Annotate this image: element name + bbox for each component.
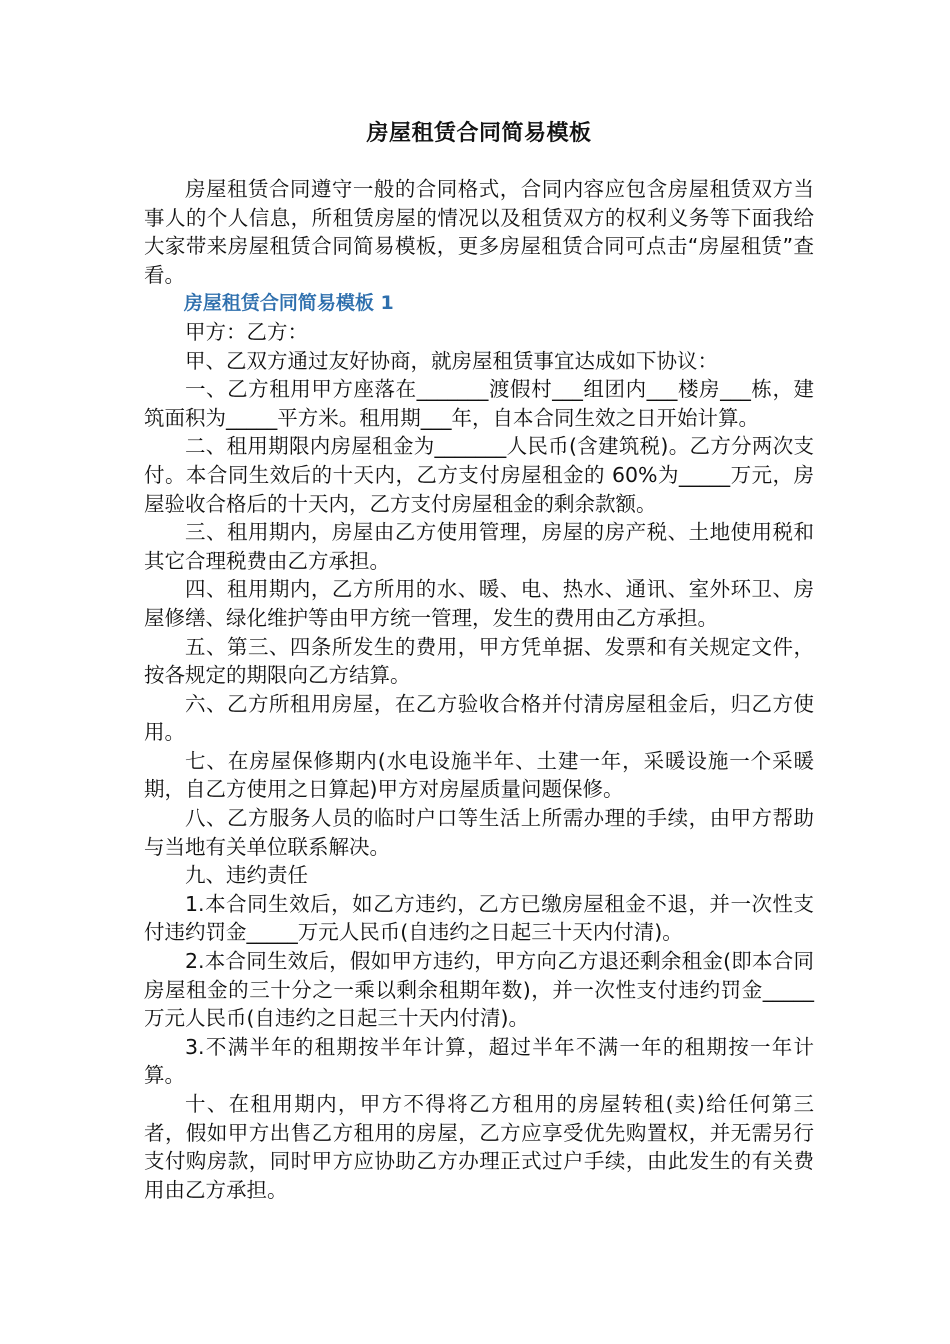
clause-4: 四、租用期内，乙方所用的水、暖、电、热水、通讯、室外环卫、房屋修缮、绿化维护等由甲方统一管理，发生的费用由乙方承担。	[144, 577, 814, 630]
clause-1: 一、乙方租用甲方座落在_______渡假村___组团内___楼房___栋，建筑面积为_____平方米。租用期___年，自本合同生效之日开始计算。	[144, 377, 814, 430]
clause-2: 二、租用期限内房屋租金为_______人民币(含建筑税)。乙方分两次支付。本合同生效后的十天内，乙方支付房屋租金的 60%为_____万元，房屋验收合格后的十天内，乙方支付房屋租金的剩余款额。	[144, 434, 814, 516]
clause-9-heading: 九、违约责任	[185, 863, 308, 888]
party-line: 甲方：乙方：	[185, 319, 308, 344]
intro-paragraph: 房屋租赁合同遵守一般的合同格式，合同内容应包含房屋租赁双方当事人的个人信息，所租赁房屋的情况以及租赁双方的权利义务等下面我给大家带来房屋租赁合同简易模板，更多房屋租赁合同可点击“房屋租赁”查看。	[144, 177, 814, 287]
document-title: 房屋租赁合同简易模板	[366, 121, 592, 146]
clause-9-item-1: 1.本合同生效后，如乙方违约，乙方已缴房屋租金不退，并一次性支付违约罚金_____万元人民币(自违约之日起三十天内付清)。	[144, 891, 814, 945]
clause-10: 十、在租用期内，甲方不得将乙方租用的房屋转租(卖)给任何第三者，假如甲方出售乙方租用的房屋，乙方应享受优先购置权，并无需另行支付购房款，同时甲方应协助乙方办理正式过户手续，由此发生的有关费用由乙方承担。	[144, 1092, 814, 1202]
clause-7: 七、在房屋保修期内(水电设施半年、土建一年，采暖设施一个采暖期，自乙方使用之日算起)甲方对房屋质量问题保修。	[144, 748, 814, 802]
clause-5: 五、第三、四条所发生的费用，甲方凭单据、发票和有关规定文件，按各规定的期限向乙方结算。	[144, 634, 814, 688]
clause-6: 六、乙方所租用房屋，在乙方验收合格并付清房屋租金后，归乙方使用。	[144, 691, 814, 745]
clause-3: 三、租用期内，房屋由乙方使用管理，房屋的房产税、土地使用税和其它合理税费由乙方承担。	[144, 520, 814, 573]
section-heading: 房屋租赁合同简易模板 1	[183, 292, 394, 315]
clause-8: 八、乙方服务人员的临时户口等生活上所需办理的手续，由甲方帮助与当地有关单位联系解决。	[144, 806, 814, 859]
agreement-preamble: 甲、乙双方通过友好协商，就房屋租赁事宜达成如下协议：	[185, 348, 718, 373]
clause-9-item-2: 2.本合同生效后，假如甲方违约，甲方向乙方退还剩余租金(即本合同房屋租金的三十分之一乘以剩余租期年数)，并一次性支付违约罚金_____万元人民币(自违约之日起三十天内付清)。	[144, 949, 814, 1031]
clause-9-item-3: 3.不满半年的租期按半年计算，超过半年不满一年的租期按一年计算。	[144, 1034, 814, 1088]
